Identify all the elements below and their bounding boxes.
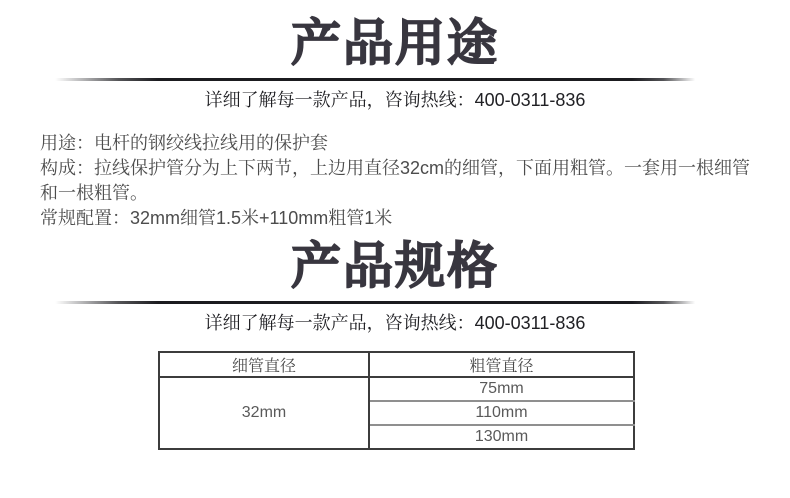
usage-section-title: 产品用途 — [291, 15, 499, 71]
tapered-divider — [0, 78, 790, 81]
composition-paragraph: 构成：拉线保护管分为上下两节，上边用直径32cm的细管，下面用粗管。一套用一根细管和一根粗管。 — [40, 158, 751, 203]
specs-section-title: 产品规格 — [291, 238, 499, 294]
thick-diameter-header: 粗管直径 — [369, 352, 634, 377]
thin-diameter-header: 细管直径 — [159, 352, 369, 377]
usage-section — [0, 0, 790, 231]
spec-table — [158, 351, 635, 450]
specs-section — [0, 231, 790, 450]
standard-config-paragraph: 常规配置：32mm细管1.5米+110mm粗管1米 — [40, 208, 393, 228]
hotline-subtitle: 详细了解每一款产品，咨询热线：400-0311-836 — [204, 90, 586, 110]
table-row — [159, 377, 634, 401]
tapered-divider — [0, 301, 790, 304]
hotline-subtitle: 详细了解每一款产品，咨询热线：400-0311-836 — [204, 313, 586, 333]
usage-description — [40, 131, 762, 231]
spec-table-header-row — [159, 352, 634, 377]
thick-diameter-value: 75mm — [369, 377, 634, 401]
usage-paragraph: 用途：电杆的钢绞线拉线用的保护套 — [40, 133, 328, 153]
thin-diameter-value: 32mm — [241, 404, 287, 421]
thick-diameter-value: 110mm — [369, 401, 634, 425]
thick-diameter-value: 130mm — [369, 425, 634, 449]
